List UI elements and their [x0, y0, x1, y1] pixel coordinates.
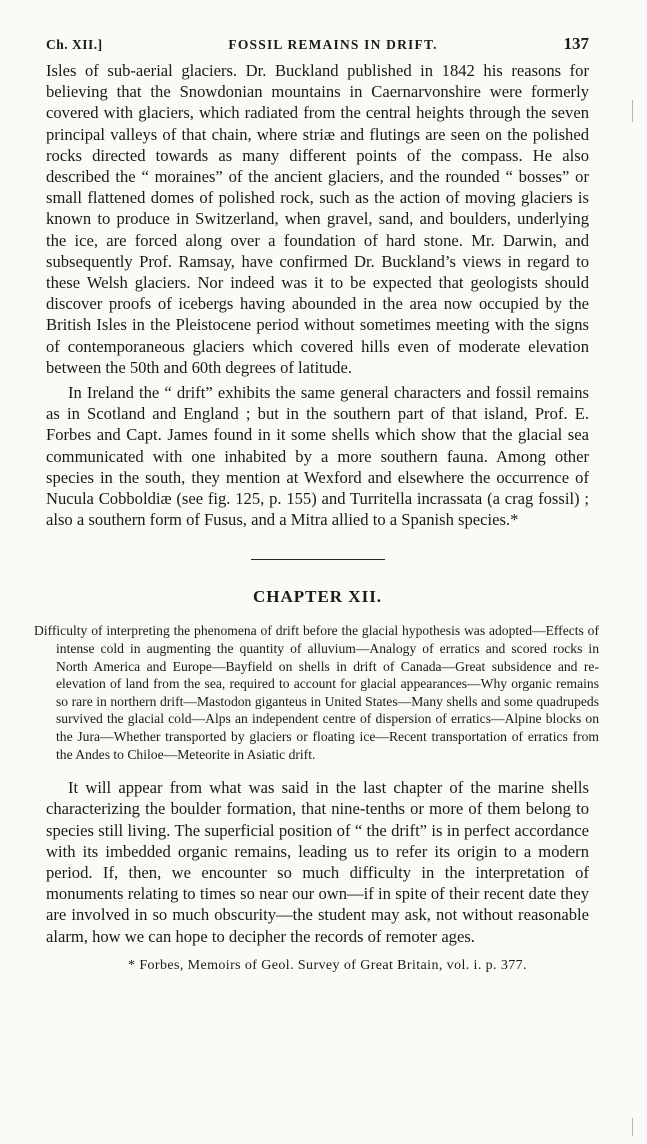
running-head-chapter: Ch. XII.]: [46, 37, 103, 52]
paragraph-ireland-drift: In Ireland the “ drift” exhibits the same general characters and fossil remains as in Scotland and England ; but in the southern part of that island, Prof. E. Forbes and Capt. James found in it some shells which show that the glacial sea communicated with one inhabited by a more southern fauna. Among other species in the south, they mention at Wexford and elsewhere the occurrence of Nucula Cobboldiæ (see fig. 125, p. 155) and Turritella incrassata (a crag fossil) ; also a southern form of Fusus, and a Mitra allied to a Spanish species.*: [46, 383, 589, 530]
running-head: [46, 34, 589, 54]
margin-mark: [632, 100, 633, 122]
margin-mark: [632, 1118, 633, 1136]
chapter-summary: Difficulty of interpreting the phenomena of drift before the glacial hypothesis was adopted—Effects of intense cold in augmenting the quantity of alluvium—Analogy of erratics and scored rocks in North America and Europe—Bayfield on shells in drift of Canada—Great subsidence and re-elevation of land from the sea, required to account for glacial appearances—Why organic remains so rare in northern drift—Mastodon giganteus in United States—Many shells and some quadrupeds survived the glacial cold—Alps an independent centre of dispersion of erratics—Alpine blocks on the Jura—Whether transported by glaciers or floating ice—Recent transportation of erratics from the Andes to Chiloe—Meteorite in Asiatic drift.: [34, 623, 599, 762]
page-number: 137: [563, 34, 589, 53]
running-head-title: FOSSIL REMAINS IN DRIFT.: [228, 37, 438, 52]
paragraph-chapter-opening: It will appear from what was said in the last chapter of the marine shells characterizing the boulder formation, that nine-tenths or more of them belong to species still living. The superficial position of “ the drift” is in perfect accordance with its imbedded organic remains, leading us to refer its origin to a modern period. If, then, we encounter so much difficulty in the interpretation of monuments relating to times so near our own—if in spite of their recent date they are involved in so much obscurity—the student may ask, not without reasonable alarm, how we can hope to decipher the records of remoter ages.: [46, 778, 589, 946]
footnote: * Forbes, Memoirs of Geol. Survey of Great Britain, vol. i. p. 377.: [128, 957, 527, 973]
chapter-heading: CHAPTER XII.: [252, 587, 383, 607]
paragraph-glaciers-wales: Isles of sub-aerial glaciers. Dr. Buckland published in 1842 his reasons for believing that the Snowdonian mountains in Caernarvonshire were formerly covered with glaciers, which radiated from the central heights through the seven principal valleys of that chain, where striæ and flutings are seen on the polished rocks directed towards as many different points of the compass. He also described the “ moraines” of the ancient glaciers, and the rounded “ bosses” or small flattened domes of polished rock, such as the action of moving glaciers is known to produce in Switzerland, when gravel, sand, and boulders, underlying the ice, are forced along over a foundation of hard stone. Mr. Darwin, and subsequently Prof. Ramsay, have confirmed Dr. Buckland’s views in regard to these Welsh glaciers. Nor indeed was it to be expected that geologists should discover proofs of icebergs having abounded in the area now occupied by the British Isles in the Pleistocene period without sometimes meeting with the signs of contemporaneous glaciers which covered hills even of moderate elevation between the 50th and 60th degrees of latitude.: [46, 61, 589, 377]
section-divider: [251, 559, 385, 560]
